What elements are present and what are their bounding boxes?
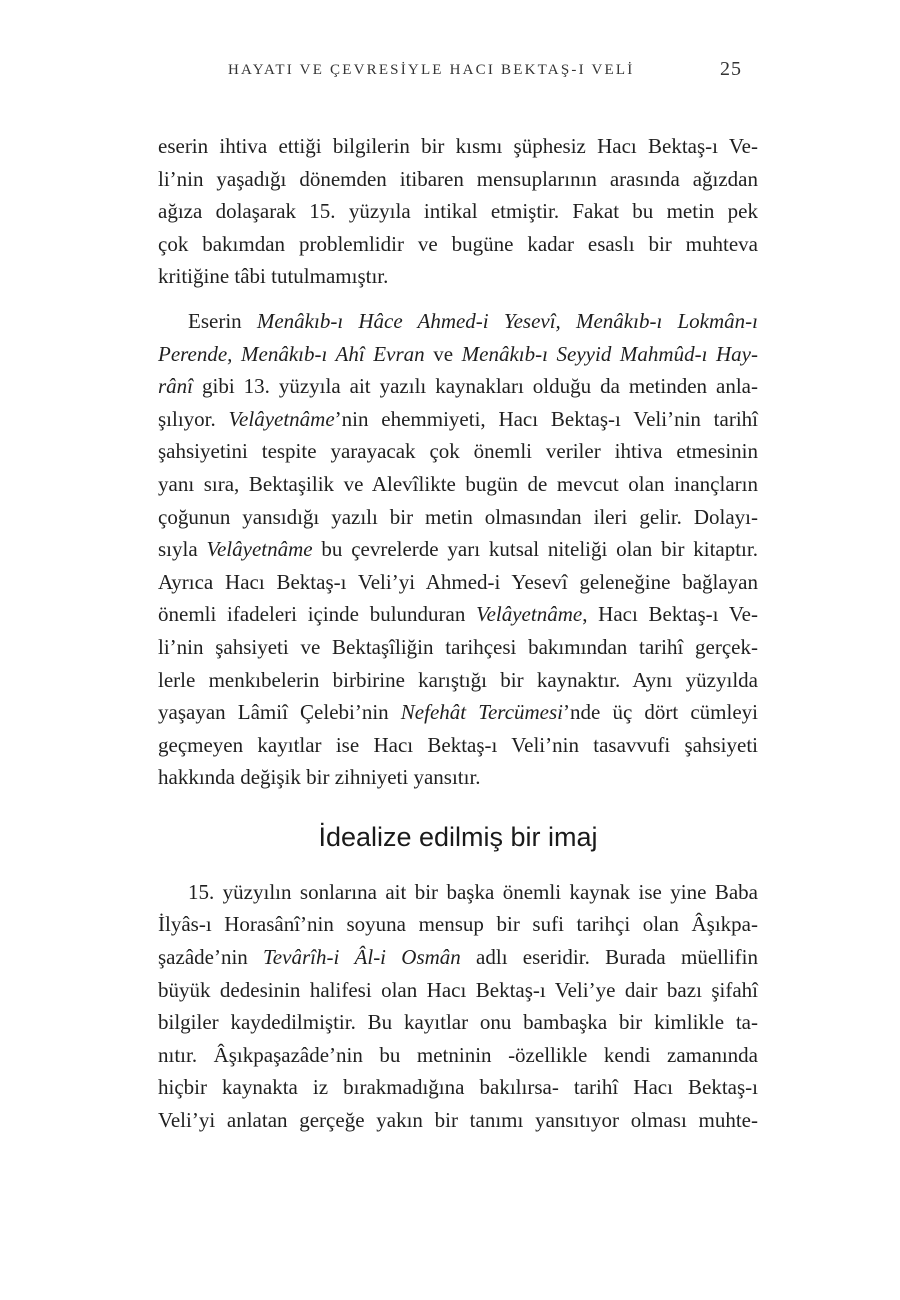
italic-title: Nefehât Tercümesi — [400, 700, 564, 725]
text-line — [158, 468, 758, 501]
section-heading: İdealize edilmiş bir imaj — [318, 821, 598, 852]
paragraph — [158, 305, 758, 794]
text-line — [158, 163, 758, 196]
text-run: yaşayan Lâmiî Çelebi’nin — [158, 700, 401, 725]
text-line — [158, 370, 758, 403]
italic-title: rânî — [158, 374, 194, 399]
text-run: sıyla — [158, 537, 207, 562]
text-run: eserin ihtiva ettiği bilgilerin bir kısmı şüphesiz Hacı Bektaş-ı Ve- — [158, 134, 758, 158]
text-run: 15. yüzyılın sonlarına ait bir başka önemli kaynak ise yine Baba — [188, 879, 758, 904]
text-line — [158, 228, 758, 261]
text-run: şazâde’nin — [158, 945, 264, 970]
text-line — [158, 1039, 758, 1072]
text-line — [158, 501, 758, 534]
text-run: bilgiler kaydedilmiştir. Bu kayıtlar onu bambaşka bir kimlikle ta- — [158, 1010, 758, 1035]
text-line — [158, 435, 758, 468]
text-line — [158, 130, 758, 163]
text-run: şahsiyetini tespite yarayacak çok önemli veriler ihtiva etmesinin — [158, 439, 758, 464]
text-line — [158, 696, 758, 729]
text-line — [158, 260, 758, 293]
running-header-title: HAYATI VE ÇEVRESİYLE HACI BEKTAŞ-I VELİ — [228, 62, 635, 78]
text-run: büyük dedesinin halifesi olan Hacı Bektaş-ı Veli’ye dair bazı şifahî — [158, 977, 758, 1002]
text-run: bu çevrelerde yarı kutsal niteliği olan bir kitaptır. — [312, 537, 758, 562]
italic-title: Tevârîh-i Âl-i Osmân — [263, 945, 461, 970]
text-line — [158, 533, 758, 566]
paragraph — [158, 130, 758, 293]
text-line — [158, 403, 758, 436]
italic-title: Menâkıb-ı Hâce Ahmed-i Yesevî, Menâkıb-ı Lokmân-ı — [256, 308, 758, 333]
text-run: Eserin — [188, 308, 257, 333]
text-run: hakkında değişik bir zihniyeti yansıtır. — [158, 765, 481, 790]
text-line — [158, 195, 758, 228]
italic-title: Velâyetnâme — [228, 406, 335, 431]
text-run: ve — [424, 341, 462, 366]
paragraph-group-1 — [158, 130, 758, 794]
text-run: Ayrıca Hacı Bektaş-ı Veli’yi Ahmed-i Yesevî geleneğine bağlayan — [158, 569, 758, 594]
text-run: ’nin ehemmiyeti, Hacı Bektaş-ı Veli’nin tarihî — [334, 406, 758, 431]
text-run: , Hacı Bektaş-ı Ve- — [582, 602, 758, 627]
text-run: gibi 13. yüzyıla ait yazılı kaynakları olduğu da metinden anla- — [193, 374, 758, 399]
text-run: nıtır. Âşıkpaşazâde’nin bu metninin -özellikle kendi zamanında — [158, 1042, 758, 1067]
text-line — [158, 305, 758, 338]
paragraph — [158, 876, 758, 1137]
text-line — [158, 664, 758, 697]
text-line — [158, 338, 758, 371]
text-run: hiçbir kaynakta iz bırakmadığına bakılırsa- tarihî Hacı Bektaş-ı — [158, 1075, 758, 1100]
italic-title: Menâkıb-ı Seyyid Mahmûd-ı Hay- — [461, 341, 758, 366]
text-run: şılıyor. — [158, 406, 229, 431]
text-line — [158, 598, 758, 631]
text-run: lerle menkıbelerin birbirine karıştığı bir kaynaktır. Aynı yüzyılda — [158, 667, 758, 692]
text-line — [158, 941, 758, 974]
text-line — [158, 761, 758, 794]
text-run: çok bakımdan problemlidir ve bugüne kadar esaslı bir muhteva — [158, 231, 758, 256]
text-run: ağıza dolaşarak 15. yüzyıla intikal etmiştir. Fakat bu metin pek — [158, 199, 758, 224]
text-line — [158, 908, 758, 941]
text-line — [158, 974, 758, 1007]
text-line — [158, 729, 758, 762]
page-number: 25 — [720, 58, 742, 80]
text-run: çoğunun yansıdığı yazılı bir metin olmasından ileri gelir. Dolayı- — [158, 504, 758, 529]
text-run: geçmeyen kayıtlar ise Hacı Bektaş-ı Veli’nin tasavvufi şahsiyeti — [158, 732, 758, 757]
text-run: İlyâs-ı Horasânî’nin soyuna mensup bir sufi tarihçi olan Âşıkpa- — [158, 912, 758, 937]
text-line — [158, 566, 758, 599]
text-run: li’nin şahsiyeti ve Bektaşîliğin tarihçesi bakımından tarihî gerçek- — [158, 634, 758, 659]
text-line — [158, 876, 758, 909]
text-run: adlı eseridir. Burada müellifin — [460, 945, 758, 970]
body-text — [158, 130, 758, 1137]
text-run: kritiğine tâbi tutulmamıştır. — [158, 264, 389, 289]
text-line — [158, 1071, 758, 1104]
italic-title: Perende, Menâkıb-ı Ahî Evran — [158, 341, 425, 366]
italic-title: Velâyetnâme — [206, 537, 313, 562]
text-line — [158, 631, 758, 664]
paragraph-group-2 — [158, 876, 758, 1137]
text-run: yanı sıra, Bektaşilik ve Alevîlikte bugün de mevcut olan inançların — [158, 471, 758, 496]
text-run: önemli ifadeleri içinde bulunduran — [158, 602, 477, 627]
text-run: ’nde üç dört cümleyi — [563, 700, 758, 725]
italic-title: Velâyetnâme — [476, 602, 583, 627]
text-line — [158, 1104, 758, 1137]
text-line — [158, 1006, 758, 1039]
text-run: Veli’yi anlatan gerçeğe yakın bir tanımı yansıtıyor olması muhte- — [158, 1108, 758, 1133]
text-run: li’nin yaşadığı dönemden itibaren mensuplarının arasında ağızdan — [158, 166, 758, 191]
